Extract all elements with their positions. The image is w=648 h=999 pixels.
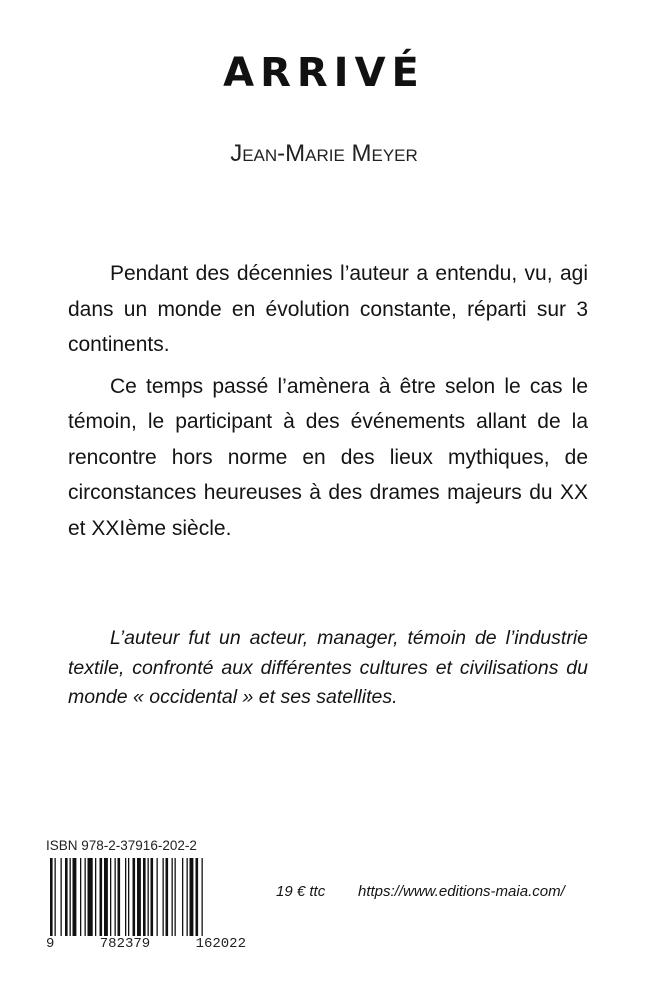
barcode-bar	[95, 858, 96, 936]
barcode-bar	[133, 858, 136, 936]
blurb-paragraph-1: Pendant des décennies l’auteur a entendu, vu, agi dans un monde en évolution constante, réparti sur 3 continents.	[68, 262, 588, 356]
author-name: Jean-Marie Meyer	[230, 140, 418, 167]
barcode-bar	[110, 858, 111, 936]
blurb-paragraph-2: Ce temps passé l’amènera à être selon le cas le témoin, le participant à des événements allant de la rencontre hors norme en des lieux mythiques, de circonstances heureuses à des drames majeurs du XX et XXIème siècle.	[68, 374, 588, 540]
barcode-bar	[196, 858, 199, 936]
book-title: ARRIVÉ	[223, 50, 425, 96]
barcode-bar	[137, 858, 141, 936]
barcode-digits	[46, 936, 246, 952]
barcode-bar	[104, 858, 108, 936]
barcode-digit-lead: 9	[46, 936, 55, 952]
barcode-bar	[65, 858, 68, 936]
barcode-bar	[172, 858, 173, 936]
price-label: 19 € ttc	[276, 883, 326, 900]
barcode-bar	[70, 858, 71, 936]
barcode-bar	[50, 858, 53, 936]
author-note: L’auteur fut un acteur, manager, témoin de l’industrie textile, confronté aux différentes cultures et civilisations du monde « occidental » et ses satellites.	[68, 627, 588, 708]
barcode-bar	[143, 858, 146, 936]
barcode-bar	[115, 858, 116, 936]
barcode-bar	[163, 858, 164, 936]
barcode-bar	[151, 858, 154, 936]
isbn-label: ISBN 978-2-37916-202-2	[46, 838, 197, 853]
barcode	[48, 858, 243, 936]
barcode-bar	[157, 858, 158, 936]
barcode-bar	[187, 858, 188, 936]
publisher-url: https://www.editions-maia.com/	[358, 883, 565, 900]
barcode-bar	[100, 858, 103, 936]
barcode-bar	[148, 858, 149, 936]
barcode-bar	[118, 858, 121, 936]
barcode-bar	[88, 858, 93, 936]
barcode-bar	[202, 858, 203, 936]
barcode-bar	[128, 858, 129, 936]
barcode-bar	[55, 858, 56, 936]
barcode-bar	[125, 858, 126, 936]
barcode-bar	[73, 858, 77, 936]
barcode-digit-right: 162022	[195, 936, 246, 952]
back-cover-blurb	[68, 256, 588, 552]
barcode-digit-left: 782379	[99, 936, 151, 952]
barcode-bar	[85, 858, 86, 936]
barcode-bar	[166, 858, 169, 936]
barcode-bar	[175, 858, 176, 936]
barcode-bar	[182, 858, 183, 936]
barcode-bar	[61, 858, 62, 936]
barcode-bar	[80, 858, 81, 936]
barcode-bars	[48, 858, 243, 936]
barcode-bar	[190, 858, 194, 936]
